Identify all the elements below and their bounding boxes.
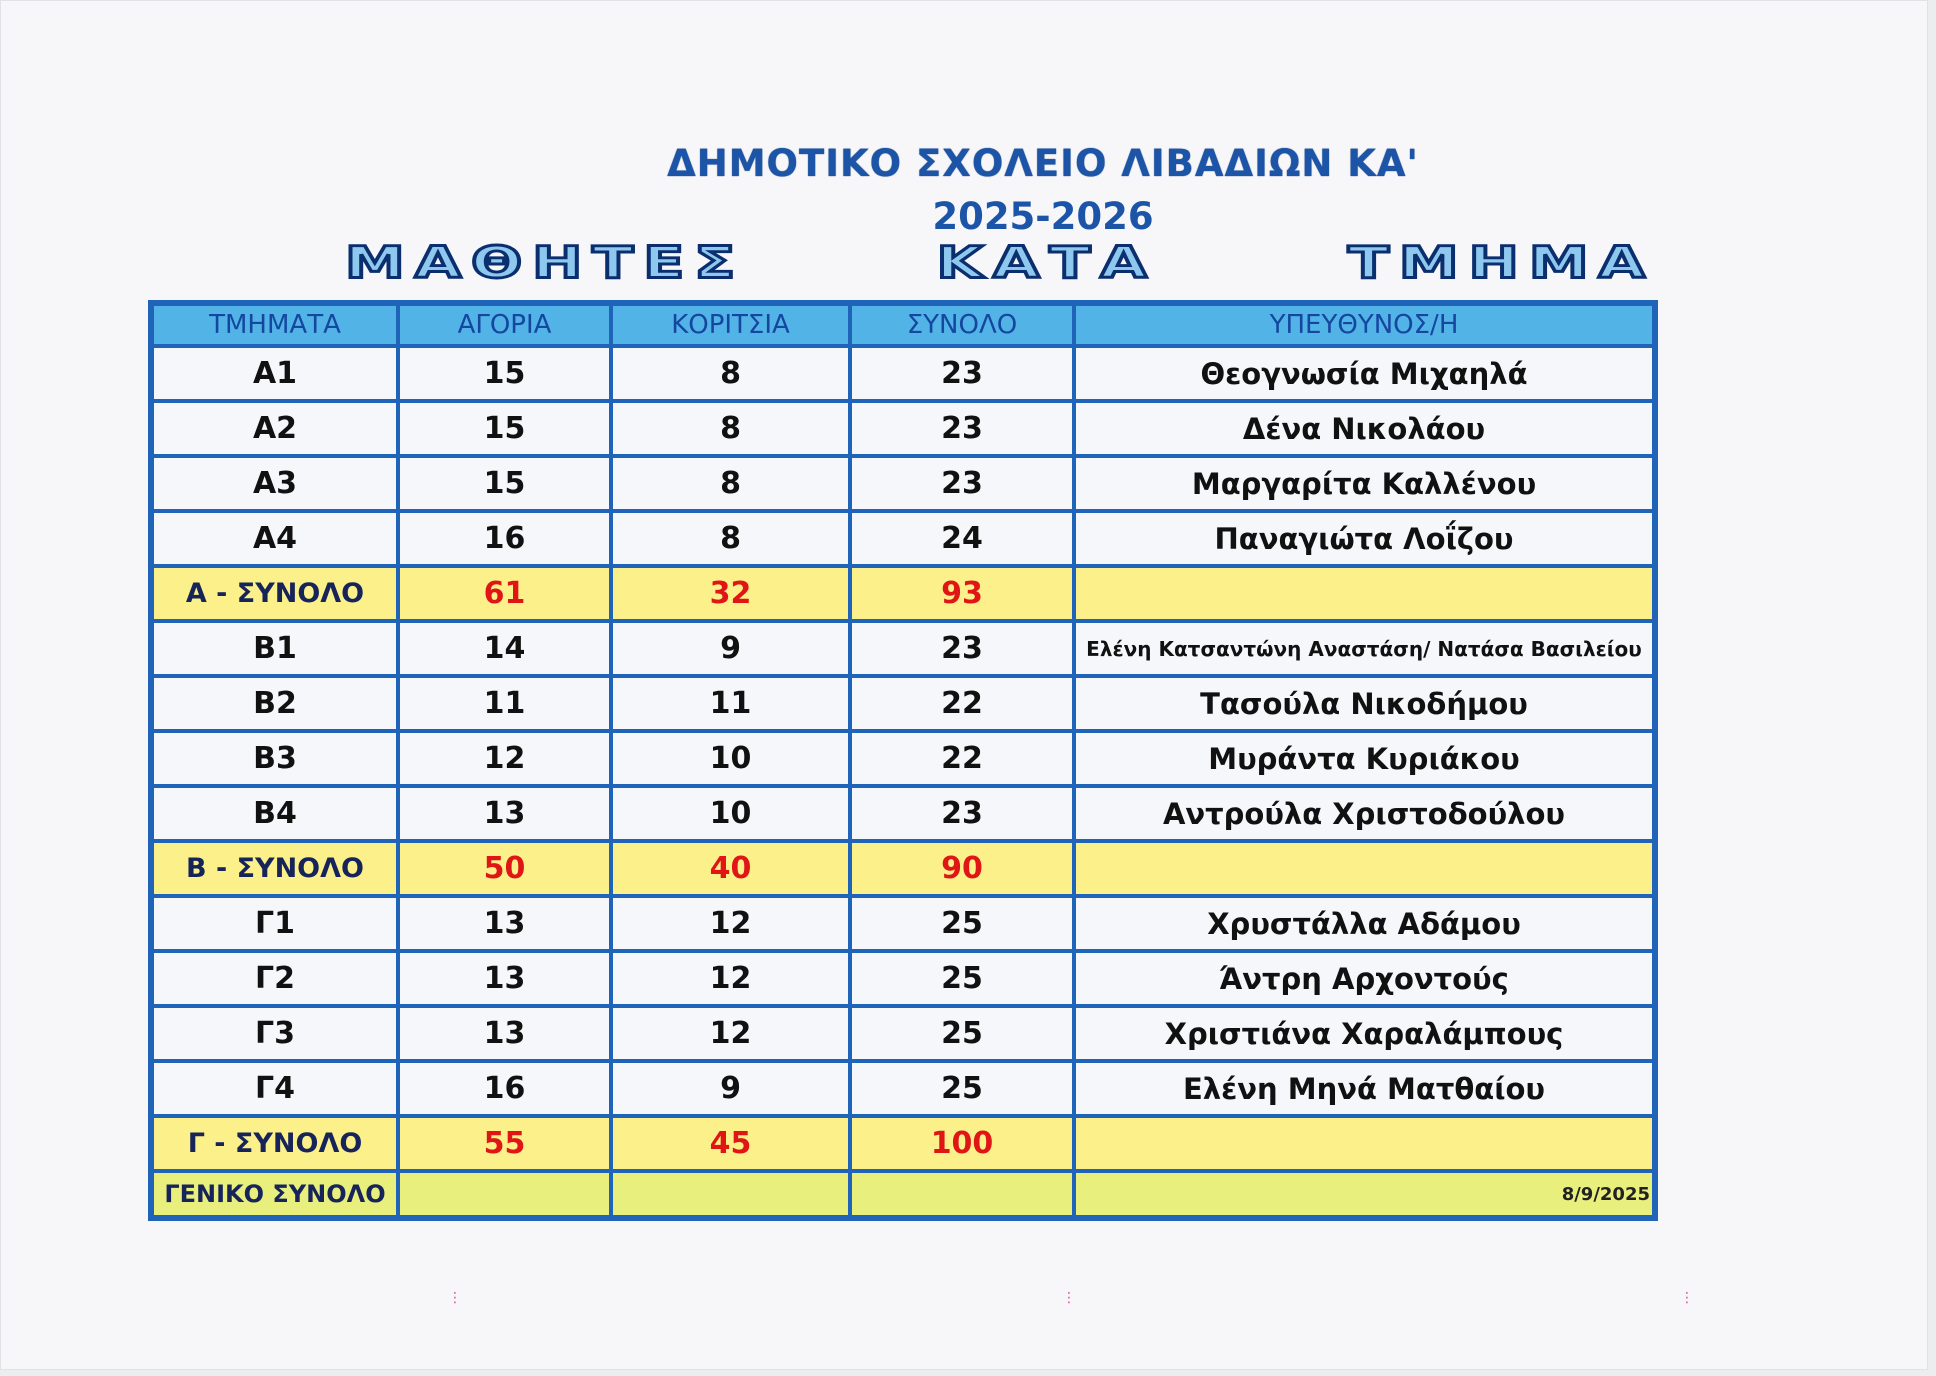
- girls-cell: 8: [611, 401, 850, 456]
- total-cell: 23: [850, 456, 1074, 511]
- girls-cell: 10: [611, 786, 850, 841]
- boys-cell: 15: [398, 346, 611, 401]
- grand-total-cell: [850, 1171, 1074, 1217]
- table-row: [152, 786, 1654, 841]
- school-year: 2025-2026: [932, 195, 1154, 238]
- girls-cell: 12: [611, 896, 850, 951]
- boys-subtotal: 55: [398, 1116, 611, 1171]
- boys-subtotal: 50: [398, 841, 611, 896]
- subtotal-row: [152, 841, 1654, 896]
- grand-boys-cell: [398, 1171, 611, 1217]
- class-cell: Β4: [152, 786, 398, 841]
- table-row: [152, 1061, 1654, 1116]
- teacher-cell: Ελένη Κατσαντώνη Αναστάση/ Νατάσα Βασιλείου: [1074, 621, 1654, 676]
- girls-cell: 8: [611, 346, 850, 401]
- empty-cell: [1074, 841, 1654, 896]
- total-cell: 23: [850, 401, 1074, 456]
- girls-cell: 12: [611, 1006, 850, 1061]
- table-row: [152, 621, 1654, 676]
- total-cell: 23: [850, 786, 1074, 841]
- class-cell: Γ2: [152, 951, 398, 1006]
- header-teacher: ΥΠΕΥΘΥΝΟΣ/Η: [1074, 304, 1654, 346]
- class-cell: Α2: [152, 401, 398, 456]
- teacher-cell: Ελένη Μηνά Ματθαίου: [1074, 1061, 1654, 1116]
- grand-total-label: ΓΕΝΙΚΟ ΣΥΝΟΛΟ: [152, 1171, 398, 1217]
- total-cell: 25: [850, 951, 1074, 1006]
- subtotal-label: Β - ΣΥΝΟΛΟ: [152, 841, 398, 896]
- boys-cell: 13: [398, 1006, 611, 1061]
- girls-cell: 9: [611, 621, 850, 676]
- total-cell: 25: [850, 1006, 1074, 1061]
- boys-cell: 16: [398, 511, 611, 566]
- print-mark-right: ⋮: [1680, 1290, 1694, 1306]
- teacher-cell: Δένα Νικολάου: [1074, 401, 1654, 456]
- girls-cell: 10: [611, 731, 850, 786]
- girls-cell: 9: [611, 1061, 850, 1116]
- total-subtotal: 100: [850, 1116, 1074, 1171]
- subtotal-row: [152, 1116, 1654, 1171]
- total-subtotal: 93: [850, 566, 1074, 621]
- header-classes: ΤΜΗΜΑΤΑ: [152, 304, 398, 346]
- boys-cell: 13: [398, 786, 611, 841]
- table-row: [152, 1006, 1654, 1061]
- total-cell: 25: [850, 896, 1074, 951]
- boys-cell: 11: [398, 676, 611, 731]
- class-cell: Β3: [152, 731, 398, 786]
- boys-subtotal: 61: [398, 566, 611, 621]
- boys-cell: 15: [398, 456, 611, 511]
- teacher-cell: Χριστιάνα Χαραλάμπους: [1074, 1006, 1654, 1061]
- teacher-cell: Χρυστάλλα Αδάμου: [1074, 896, 1654, 951]
- girls-subtotal: 32: [611, 566, 850, 621]
- subtotal-row: [152, 566, 1654, 621]
- header-girls: ΚΟΡΙΤΣΙΑ: [611, 304, 850, 346]
- grand-total-row: [152, 1171, 1654, 1217]
- table-header-row: [152, 304, 1654, 346]
- total-cell: 24: [850, 511, 1074, 566]
- date-stamp: 8/9/2025: [1074, 1171, 1654, 1217]
- header-boys: ΑΓΟΡΙΑ: [398, 304, 611, 346]
- girls-subtotal: 45: [611, 1116, 850, 1171]
- class-cell: Β1: [152, 621, 398, 676]
- banner-word-2: ΚΑΤΑ: [936, 237, 1157, 289]
- table-row: [152, 896, 1654, 951]
- teacher-cell: Παναγιώτα Λοΐζου: [1074, 511, 1654, 566]
- header-total: ΣΥΝΟΛΟ: [850, 304, 1074, 346]
- empty-cell: [1074, 1116, 1654, 1171]
- banner-word-3: ΤΜΗΜΑ: [1348, 237, 1655, 289]
- class-cell: Γ1: [152, 896, 398, 951]
- school-name: ΔΗΜΟΤΙΚΟ ΣΧΟΛΕΙΟ ΛΙΒΑΔΙΩΝ ΚΑ': [667, 142, 1419, 185]
- table-row: [152, 731, 1654, 786]
- teacher-cell: Αντρούλα Χριστοδούλου: [1074, 786, 1654, 841]
- class-cell: Γ3: [152, 1006, 398, 1061]
- boys-cell: 16: [398, 1061, 611, 1116]
- table-row: [152, 346, 1654, 401]
- girls-subtotal: 40: [611, 841, 850, 896]
- print-mark-center: ⋮: [1062, 1290, 1076, 1306]
- table-row: [152, 456, 1654, 511]
- total-cell: 23: [850, 621, 1074, 676]
- class-cell: Α1: [152, 346, 398, 401]
- subtotal-label: Α - ΣΥΝΟΛΟ: [152, 566, 398, 621]
- students-table: [148, 300, 1658, 1221]
- class-cell: Α4: [152, 511, 398, 566]
- boys-cell: 15: [398, 401, 611, 456]
- total-cell: 22: [850, 676, 1074, 731]
- total-subtotal: 90: [850, 841, 1074, 896]
- class-cell: Α3: [152, 456, 398, 511]
- girls-cell: 8: [611, 511, 850, 566]
- grand-girls-cell: [611, 1171, 850, 1217]
- table-row: [152, 401, 1654, 456]
- boys-cell: 12: [398, 731, 611, 786]
- table-row: [152, 511, 1654, 566]
- table-row: [152, 951, 1654, 1006]
- boys-cell: 14: [398, 621, 611, 676]
- title-banner: [345, 237, 1655, 289]
- empty-cell: [1074, 566, 1654, 621]
- total-cell: 25: [850, 1061, 1074, 1116]
- table-row: [152, 676, 1654, 731]
- total-cell: 22: [850, 731, 1074, 786]
- teacher-cell: Θεογνωσία Μιχαηλά: [1074, 346, 1654, 401]
- boys-cell: 13: [398, 896, 611, 951]
- teacher-cell: Μυράντα Κυριάκου: [1074, 731, 1654, 786]
- class-cell: Γ4: [152, 1061, 398, 1116]
- teacher-cell: Τασούλα Νικοδήμου: [1074, 676, 1654, 731]
- class-cell: Β2: [152, 676, 398, 731]
- boys-cell: 13: [398, 951, 611, 1006]
- teacher-cell: Άντρη Αρχοντούς: [1074, 951, 1654, 1006]
- girls-cell: 11: [611, 676, 850, 731]
- banner-word-1: ΜΑΘΗΤΕΣ: [345, 237, 746, 289]
- girls-cell: 12: [611, 951, 850, 1006]
- print-mark-left: ⋮: [448, 1290, 462, 1306]
- total-cell: 23: [850, 346, 1074, 401]
- girls-cell: 8: [611, 456, 850, 511]
- subtotal-label: Γ - ΣΥΝΟΛΟ: [152, 1116, 398, 1171]
- teacher-cell: Μαργαρίτα Καλλένου: [1074, 456, 1654, 511]
